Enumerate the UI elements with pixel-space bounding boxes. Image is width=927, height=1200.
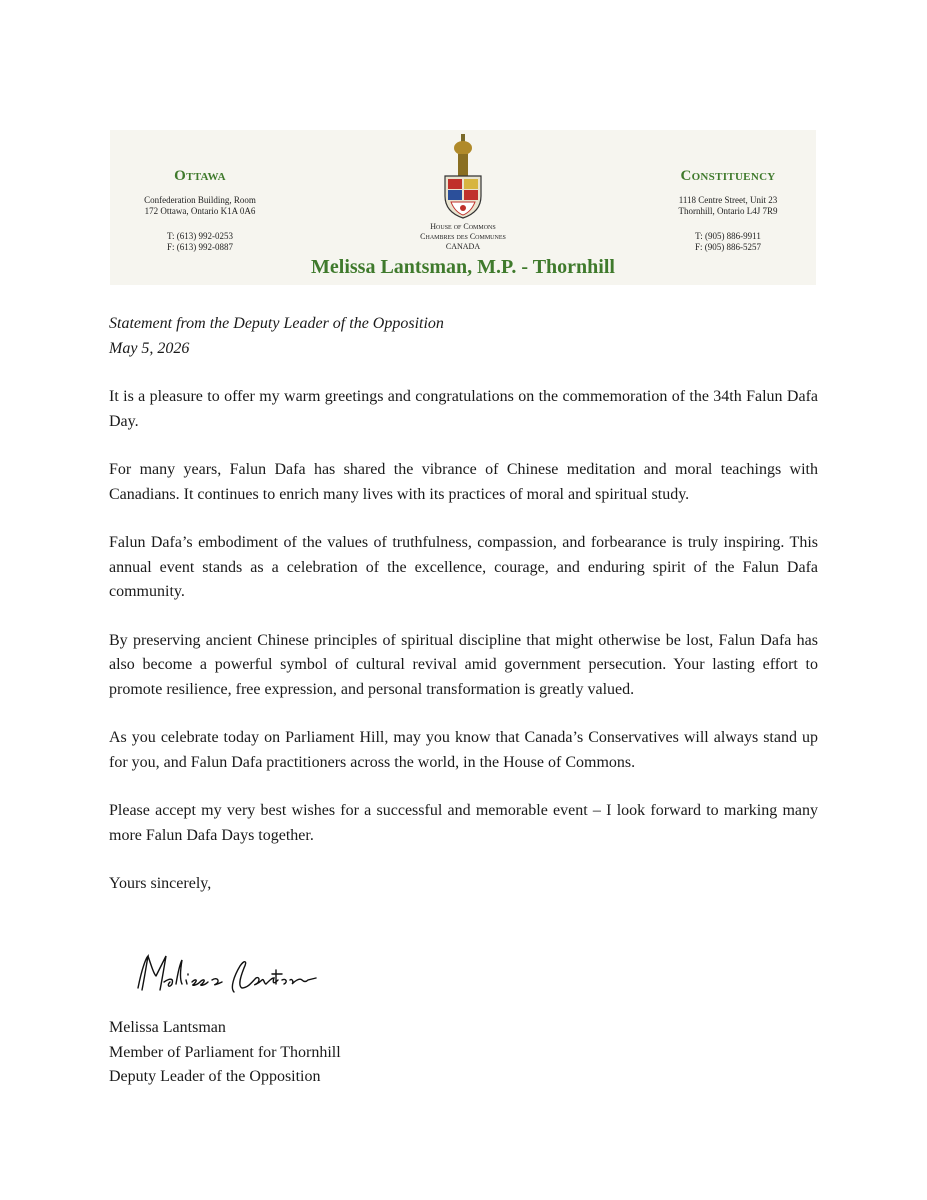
signer-name: Melissa Lantsman — [109, 1019, 226, 1036]
house-en: House of Commons — [430, 222, 496, 231]
signer-title-1: Member of Parliament for Thornhill — [109, 1043, 341, 1061]
ottawa-address-line2: 172 Ottawa, Ontario K1A 0A6 — [144, 206, 256, 216]
ottawa-office-block — [110, 168, 290, 253]
house-of-commons-label — [363, 222, 563, 252]
constituency-phone: T: (905) 886-9911 — [695, 231, 761, 241]
paragraph-5: As you celebrate today on Parliament Hill, may you know that Canada’s Conservatives will always stand up for you, and Falun Dafa practitioners across the world, in the House of Commons. — [109, 729, 818, 771]
statement-title: Statement from the Deputy Leader of the Opposition — [109, 315, 444, 332]
constituency-address-line2: Thornhill, Ontario L4J 7R9 — [678, 206, 778, 216]
ottawa-phone: T: (613) 992-0253 — [166, 231, 234, 241]
paragraph-6: Please accept my very best wishes for a successful and memorable event – I look forward to marking many more Falun Dafa Days together. — [109, 802, 818, 844]
paragraph-3: Falun Dafa’s embodiment of the values of truthfulness, compassion, and forbearance is truly inspiring. This annual event stands as a celebration of the excellence, courage, and enduring spirit of the Falun Dafa community. — [109, 534, 818, 600]
letter-body — [109, 312, 818, 921]
letter-header — [109, 312, 818, 361]
paragraph-2: For many years, Falun Dafa has shared the vibrance of Chinese meditation and moral teachings with Canadians. It continues to enrich many lives with its practices of moral and spiritual study. — [109, 461, 818, 503]
constituency-office-block — [640, 168, 816, 253]
handwritten-signature — [130, 948, 320, 1000]
letterhead — [110, 130, 816, 285]
signature-block — [109, 1016, 341, 1090]
paragraph-4: By preserving ancient Chinese principles of spiritual discipline that might otherwise be lost, Falun Dafa has also become a powerful symbol of cultural revival amid government persecution. Your lasting effort to promote resilience, free expression, and personal transformation is greatly valued. — [109, 631, 818, 698]
constituency-heading: Constituency — [680, 168, 776, 184]
ottawa-fax: F: (613) 992-0887 — [167, 242, 233, 252]
ottawa-heading: Ottawa — [174, 168, 226, 184]
mp-name: Melissa Lantsman, M.P. - Thornhill — [311, 256, 615, 278]
paragraph-1: It is a pleasure to offer my warm greetings and congratulations on the commemoration of the 34th Falun Dafa Day. — [109, 388, 818, 430]
signer-title-2: Deputy Leader of the Opposition — [109, 1068, 321, 1085]
constituency-fax: F: (905) 886-5257 — [695, 242, 761, 252]
house-of-commons-crest-icon — [437, 134, 489, 222]
closing: Yours sincerely, — [109, 875, 212, 892]
constituency-address-line1: 1118 Centre Street, Unit 23 — [678, 195, 778, 205]
house-fr: Chambres des Communes — [420, 232, 506, 241]
ottawa-address-line1: Confederation Building, Room — [144, 195, 256, 205]
letter-date: May 5, 2026 — [109, 339, 190, 357]
country-label: CANADA — [445, 242, 481, 251]
